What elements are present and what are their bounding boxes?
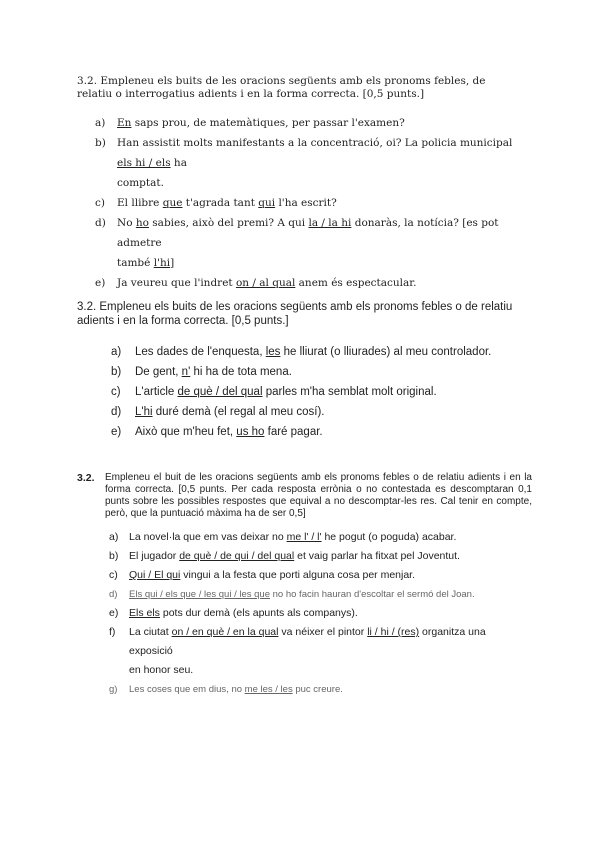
- item-sentence: [117, 213, 517, 273]
- answer-blank: En: [117, 117, 132, 129]
- item-sentence: [129, 623, 532, 680]
- sentence-text: El llibre: [117, 197, 163, 209]
- sentence-text: La novel·la que em vas deixar no: [129, 531, 287, 543]
- exercise-heading: 3.2. Empleneu els buits de les oracions següents amb els pronoms febles o de relatiu adients i en la forma correcta. [0,5 punts.]: [77, 301, 513, 327]
- sentence-text: et vaig parlar ha fitxat pel Joventut.: [294, 550, 460, 562]
- sentence-text: De gent,: [135, 366, 182, 378]
- sentence-text: parles m'ha semblat molt original.: [262, 386, 437, 398]
- answer-blank: les: [265, 346, 281, 358]
- answer-blank: l'hi: [153, 257, 171, 269]
- item-sentence: [135, 362, 292, 382]
- sentence-text: duré demà (el regal al meu cosí).: [152, 406, 325, 418]
- answer-blank: n': [181, 366, 191, 378]
- exercise-heading: [77, 472, 532, 520]
- item-sentence: [117, 273, 417, 293]
- answer-blank: Els els: [129, 607, 160, 619]
- sentence-text: no ho facin hauran d'escoltar el sermó del Joan.: [270, 589, 475, 600]
- list-item: [109, 528, 532, 547]
- item-letter: d): [109, 589, 118, 600]
- item-letter: e): [95, 277, 106, 289]
- item-sentence: [117, 113, 405, 133]
- item-sentence: [135, 382, 437, 402]
- exercise-section-3: [77, 472, 532, 699]
- sentence-text: sabies, això del premi? A qui: [148, 217, 309, 229]
- list-item: [95, 193, 517, 213]
- item-sentence: [117, 133, 517, 193]
- answer-blank: de què / de qui / del qual: [179, 550, 295, 562]
- answer-blank: Els qui / els que / les qui / les que: [129, 589, 270, 600]
- answer-blank: on / en què / en la qual: [171, 626, 279, 638]
- item-letter: f): [109, 626, 116, 638]
- sentence-text: L'article: [135, 386, 178, 398]
- sentence-text: donaràs, la notícia? [es pot admetre: [117, 217, 499, 249]
- sentence-text: saps prou, de matemàtiques, per passar l'examen?: [131, 117, 405, 129]
- list-item: [95, 213, 517, 273]
- answer-blank: Qui / El qui: [129, 569, 181, 581]
- exercise-section-2: [77, 300, 517, 442]
- answer-blank: me les / les: [244, 684, 293, 695]
- sentence-text: Les coses que em dius, no: [129, 684, 245, 695]
- sentence-text: vingui a la festa que porti alguna cosa per menjar.: [180, 569, 416, 581]
- item-letter: d): [95, 217, 106, 229]
- item-letter: d): [111, 406, 122, 418]
- answer-blank: de què / del qual: [177, 386, 263, 398]
- list-item: [111, 382, 517, 402]
- exercise-list: [77, 342, 517, 442]
- answer-blank: els hi / els: [117, 157, 171, 169]
- answer-blank: que: [162, 197, 183, 209]
- item-letter: b): [109, 550, 119, 562]
- list-item: [95, 133, 517, 193]
- item-sentence: [135, 402, 325, 422]
- sentence-text: pots dur demà (els apunts als companys).: [159, 607, 358, 619]
- exercise-list: [77, 528, 532, 699]
- item-sentence: [129, 680, 343, 699]
- item-letter: e): [109, 607, 119, 619]
- list-item: [109, 547, 532, 566]
- list-item: [109, 604, 532, 623]
- list-item: [109, 566, 532, 585]
- sentence-text: ]: [170, 257, 175, 269]
- item-letter: c): [95, 197, 105, 209]
- answer-blank: us ho: [236, 426, 265, 438]
- item-sentence: [135, 342, 491, 362]
- item-sentence: [129, 528, 456, 547]
- item-letter: b): [111, 366, 122, 378]
- sentence-text: Han assistit molts manifestants a la concentració, oi? La policia municipal: [117, 137, 513, 149]
- sentence-text: organitza una exposició: [129, 626, 486, 657]
- item-continuation: comptat.: [117, 177, 164, 189]
- sentence-text: Ja veureu que l'indret: [117, 277, 236, 289]
- sentence-text: La ciutat: [129, 626, 172, 638]
- sentence-text: No: [117, 217, 136, 229]
- answer-blank: L'hi: [135, 406, 153, 418]
- sentence-text: també: [117, 257, 154, 269]
- item-letter: a): [95, 117, 106, 129]
- list-item: [111, 362, 517, 382]
- answer-blank: me l' / l': [286, 531, 322, 543]
- exercise-number: 3.2.: [77, 472, 95, 484]
- sentence-text: faré pagar.: [264, 426, 323, 438]
- item-letter: a): [109, 531, 119, 543]
- answer-blank: qui: [258, 197, 276, 209]
- sentence-text: ha: [170, 157, 187, 169]
- sentence-text: t'agrada tant: [182, 197, 259, 209]
- item-letter: a): [111, 346, 122, 358]
- item-continuation: [117, 253, 517, 273]
- item-sentence: [129, 604, 358, 623]
- sentence-text: Això que m'heu fet,: [135, 426, 237, 438]
- item-sentence: [129, 566, 415, 585]
- item-letter: c): [111, 386, 121, 398]
- answer-blank: ho: [135, 217, 149, 229]
- answer-blank: li / hi / (res): [367, 626, 420, 638]
- item-continuation: en honor seu.: [129, 664, 194, 676]
- list-item: [111, 342, 517, 362]
- sentence-text: hi ha de tota mena.: [190, 366, 292, 378]
- list-item: [95, 273, 517, 293]
- list-item: [109, 585, 532, 604]
- exercise-heading: 3.2. Empleneu els buits de les oracions següents amb els pronoms febles, de relatiu o interrogatius adients i en la forma correcta. [0,5 punts.]: [77, 75, 486, 100]
- item-letter: c): [109, 569, 118, 581]
- answer-blank: la / la hi: [308, 217, 352, 229]
- item-sentence: [129, 547, 460, 566]
- sentence-text: El jugador: [129, 550, 180, 562]
- item-sentence: [117, 193, 337, 213]
- sentence-text: va néixer el pintor: [278, 626, 368, 638]
- item-sentence: [135, 422, 323, 442]
- item-letter: e): [111, 426, 122, 438]
- item-letter: g): [109, 684, 118, 695]
- sentence-text: puc creure.: [292, 684, 343, 695]
- sentence-text: he pogut (o poguda) acabar.: [321, 531, 457, 543]
- sentence-text: Les dades de l'enquesta,: [135, 346, 266, 358]
- item-sentence: [129, 585, 475, 604]
- list-item: [95, 113, 517, 133]
- exercise-list: [77, 113, 517, 293]
- list-item: [109, 623, 532, 680]
- exercise-section-1: [77, 75, 517, 293]
- list-item: [111, 402, 517, 422]
- sentence-text: anem és espectacular.: [295, 277, 417, 289]
- sentence-text: l'ha escrit?: [275, 197, 337, 209]
- answer-blank: on / al qual: [235, 277, 296, 289]
- list-item: [111, 422, 517, 442]
- item-letter: b): [95, 137, 106, 149]
- exercise-heading-text: Empleneu el buit de les oracions següents amb els pronoms febles o de relatiu adients i en la forma correcta. [0,5 punts. Per cada resposta errònia o no contestada es descomptaran 0,1 punts sobre les possibles respostes que equival a no descomptar-les res. Cal tenir en compte, però, que la puntuació màxima ha de ser 0,5]: [105, 472, 532, 519]
- sentence-text: he lliurat (o lliurades) al meu controlador.: [280, 346, 492, 358]
- list-item: [109, 680, 532, 699]
